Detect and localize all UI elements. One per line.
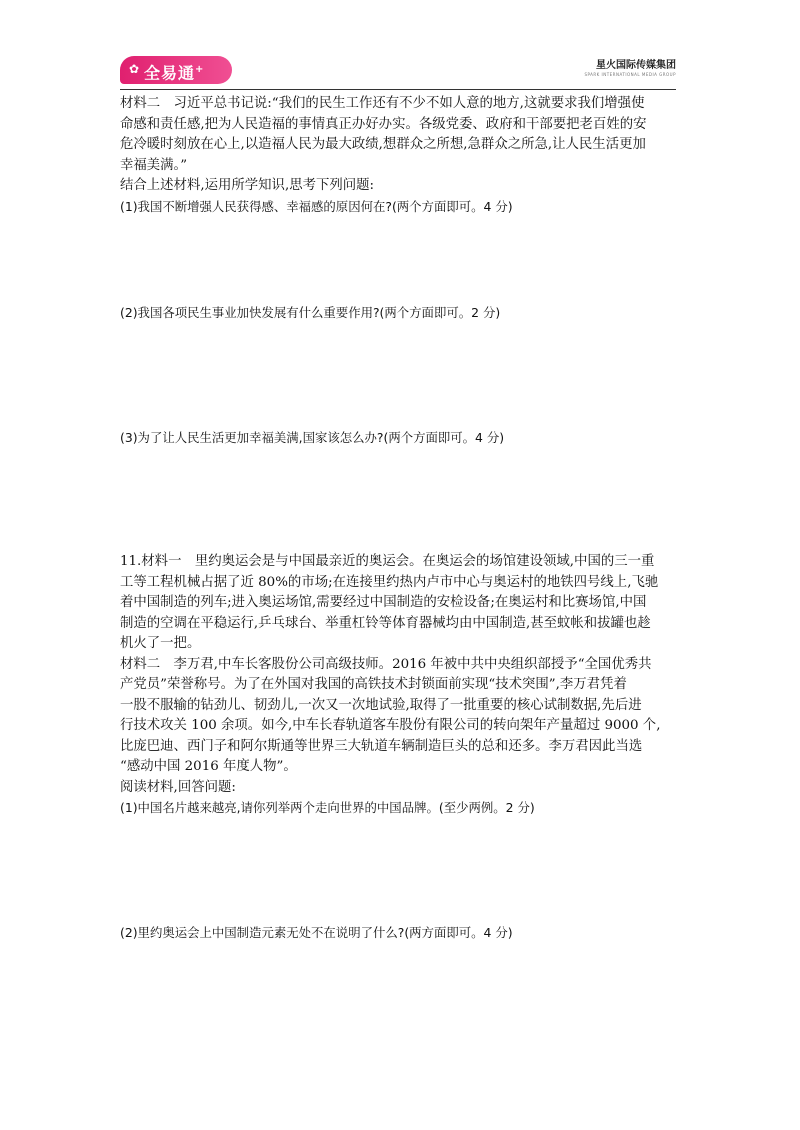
passage-line: 材料二 习近平总书记说:“我们的民生工作还有不少不如人意的地方,这就要求我们增强使 (120, 96, 645, 111)
answer-space (120, 819, 680, 923)
passage-line: 制造的空调在平稳运行,乒乓球台、举重杠铃等体育器械均由中国制造,甚至蚊帐和拔罐也趁 (120, 615, 651, 631)
answer-space (120, 324, 680, 428)
question-10-1: (1)我国不断增强人民获得感、幸福感的原因何在?(两个方面即可。4 分) (120, 198, 513, 214)
logo-plus: + (195, 64, 205, 75)
passage-line: 行技术攻关 100 余项。如今,中车长春轨道客车股份有限公司的转向架年产量超过 9000 个, (120, 718, 661, 733)
answer-space (120, 448, 680, 552)
question-10-2: (2)我国各项民生事业加快发展有什么重要作用?(两个方面即可。2 分) (120, 305, 501, 320)
passage-line: 幸福美满。” (120, 157, 188, 173)
passage-line: 机火了一把。 (120, 636, 201, 651)
document-body (120, 94, 680, 943)
brand-name-en: SPARK INTERNATIONAL MEDIA GROUP (584, 72, 676, 77)
header-divider (120, 89, 676, 90)
instruction-text: 结合上述材料,运用所学知识,思考下列问题: (120, 178, 375, 193)
question-11-2: (2)里约奥运会上中国制造元素无处不在说明了什么?(两方面即可。4 分) (120, 924, 513, 940)
question-10-3: (3)为了让人民生活更加幸福美满,国家该怎么办?(两个方面即可。4 分) (120, 429, 505, 445)
passage-line: “感动中国 2016 年度人物”。 (120, 759, 297, 774)
material-two-passage (120, 94, 680, 176)
passage-line: 材料二 李万君,中车长客股份公司高级技师。2016 年被中共中央组织部授予“全国优秀共 (120, 656, 652, 672)
logo-swirl-icon: ✿ (129, 62, 141, 76)
passage-line: 工等工程机械占据了近 80%的市场;在连接里约热内卢市中心与奥运村的地铁四号线上,飞驰 (120, 574, 659, 590)
passage-line: 产党员”荣誉称号。为了在外国对我国的高铁技术封锁面前实现“技术突围”,李万君凭着 (120, 677, 627, 692)
page-header (120, 56, 676, 86)
publisher-brand (584, 60, 676, 78)
passage-line: 命感和责任感,把为人民造福的事情真正办好办实。各级党委、政府和干部要把老百姓的安 (120, 116, 647, 132)
passage-line: 着中国制造的列车;进入奥运场馆,需要经过中国制造的安检设备;在奥运村和比赛场馆,中国 (120, 595, 647, 610)
question-11-material-two (120, 655, 680, 778)
brand-name-cn: 星火国际传媒集团 (596, 60, 676, 71)
instruction-text: 阅读材料,回答问题: (120, 779, 236, 795)
passage-line: 比庞巴迪、西门子和阿尔斯通等世界三大轨道车辆制造巨头的总和还多。李万君因此当选 (120, 738, 643, 754)
logo-text: 全易通 (144, 63, 196, 83)
question-11-1: (1)中国名片越来越亮,请你列举两个走向世界的中国品牌。(至少两例。2 分) (120, 800, 535, 815)
passage-line: 11.材料一 里约奥运会是与中国最亲近的奥运会。在奥运会的场馆建设领域,中国的三一重 (120, 554, 655, 569)
quanyitong-logo (120, 56, 232, 84)
passage-line: 一股不服输的钻劲儿、韧劲儿,一次又一次地试验,取得了一批重要的核心试制数据,先后进 (120, 697, 642, 713)
question-11-material-one (120, 552, 680, 655)
answer-space (120, 217, 680, 303)
passage-line: 危冷暖时刻放在心上,以造福人民为最大政绩,想群众之所想,急群众之所急,让人民生活更加 (120, 137, 646, 152)
